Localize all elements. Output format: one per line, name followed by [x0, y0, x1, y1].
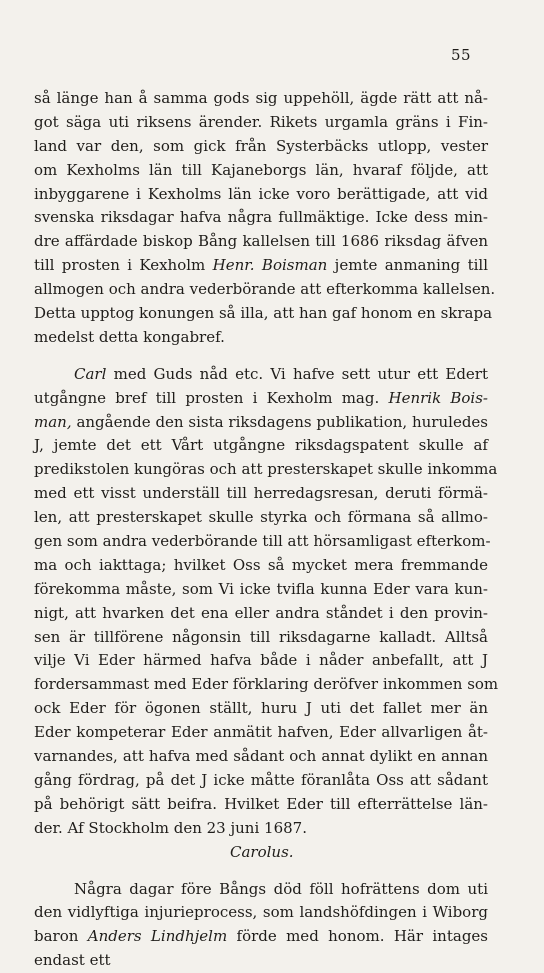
text-run: Detta upptog konungen så illa, att han gaf honom en skrapa	[34, 304, 493, 323]
text-run: ock Eder för ögonen ställt, huru J uti det fallet mer än	[34, 699, 488, 718]
text-run: nigt, att hvarken det ena eller andra ståndet i den provin-	[34, 603, 488, 622]
text-run: inbyggarene i Kexholms län icke voro berättigade, att vid	[34, 184, 488, 203]
italic-name: Carl	[74, 364, 107, 383]
text-line	[34, 554, 488, 578]
text-line	[34, 206, 488, 230]
text-run: fordersammast med Eder förklaring deröfver inkommen som	[34, 675, 499, 694]
text-line	[34, 745, 488, 769]
text-line	[34, 278, 496, 302]
text-run: J, jemte det ett Vårt utgångne riksdagspatent skulle af	[34, 436, 488, 455]
text-line	[34, 434, 488, 458]
text-line	[34, 363, 488, 387]
text-line	[34, 387, 488, 411]
text-run: Eder kompeterar Eder anmätit hafven, Eder allvarligen åt-	[34, 723, 488, 742]
text-run: vilje Vi Eder härmed hafva både i nåder anbefallt, att J	[34, 651, 488, 670]
text-run: ma och iakttaga; hvilket Oss så mycket mera fremmande	[34, 555, 488, 574]
page-number: 55	[451, 46, 472, 64]
text-line	[34, 602, 488, 626]
text-run: jemte anmaning till	[327, 256, 488, 275]
text-line	[34, 769, 488, 793]
text-line	[34, 302, 493, 326]
text-line	[34, 530, 491, 554]
text-run: len, att presterskapet skulle styrka och förmana så allmo-	[34, 508, 488, 527]
body-text	[34, 87, 499, 973]
text-line	[34, 111, 488, 135]
text-run: gen som andra vederbörande till att hörsamligast efterkom-	[34, 532, 491, 551]
italic-name: Anders Lindhjelm	[87, 927, 228, 946]
text-line	[34, 135, 488, 159]
italic-name: Henrik Bois-	[388, 388, 489, 407]
text-run: der. Af Stockholm den 23 juni 1687.	[34, 818, 307, 837]
text-run: land var den, som gick från Systerbäcks utlopp, vester	[34, 136, 488, 155]
text-run: om Kexholms län till Kajaneborgs län, hvaraf följde, att	[34, 160, 488, 179]
text-run: svenska riksdagar hafva några fullmäktige. Icke dess min-	[34, 208, 488, 227]
text-run: så länge han å samma gods sig uppehöll, ägde rätt att nå-	[34, 89, 488, 107]
paragraph-gap	[34, 865, 488, 878]
text-line	[34, 901, 488, 925]
text-line	[34, 697, 488, 721]
text-run: förde med honom. Här intages	[227, 927, 488, 946]
text-line	[34, 506, 488, 530]
text-run: endast ett	[34, 951, 111, 970]
text-run: den vidlyftiga injurieprocess, som landshöfdingen i Wiborg	[34, 903, 488, 922]
text-run: utgångne bref till prosten i Kexholm mag.	[34, 388, 389, 407]
text-line	[34, 793, 488, 817]
signature: Carolus.	[230, 842, 294, 861]
italic-name: man,	[34, 412, 72, 431]
text-line	[34, 949, 488, 973]
text-line	[34, 326, 488, 350]
text-run: sen är tillförene någonsin till riksdagarne kalladt. Alltså	[34, 627, 488, 646]
text-run: predikstolen kungöras och att presterskapet skulle inkomma	[34, 460, 498, 479]
text-run: dre affärdade biskop Bång kallelsen till 1686 riksdag äfven	[34, 232, 488, 251]
text-line	[34, 626, 488, 650]
text-run: angående den sista riksdagens publikation, huruledes	[71, 412, 488, 431]
text-line	[34, 925, 488, 949]
text-line	[34, 411, 488, 435]
text-run: gång fördrag, på det J icke måtte föranlåta Oss att sådant	[34, 770, 488, 789]
text-run: medelst detta kongabref.	[34, 327, 225, 346]
paragraph-gap	[34, 350, 488, 363]
text-line	[34, 482, 488, 506]
italic-name: Henr. Boisman	[212, 256, 328, 275]
text-line	[34, 458, 498, 482]
text-run: med ett visst underställ till herredagsresan, deruti förmä-	[34, 484, 488, 503]
text-line	[34, 183, 488, 207]
text-line	[34, 649, 488, 673]
text-line	[34, 878, 488, 902]
text-line	[34, 230, 488, 254]
text-line	[34, 254, 488, 278]
text-line	[34, 817, 488, 841]
text-line	[34, 673, 499, 697]
text-line	[34, 721, 488, 745]
text-run: Några dagar före Bångs död föll hofrättens dom uti	[74, 879, 488, 898]
text-run: på behörigt sätt beifra. Hvilket Eder till efterrättelse län-	[34, 794, 488, 813]
text-run: allmogen och andra vederbörande att efterkomma kallelsen.	[34, 280, 496, 299]
text-line	[34, 159, 488, 183]
text-run: förekomma måste, som Vi icke tvifla kunna Eder vara kun-	[34, 579, 488, 598]
text-run: baron	[34, 927, 88, 946]
text-run: got säga uti riksens ärender. Rikets urgamla gräns i Fin-	[34, 112, 488, 131]
text-line	[34, 87, 488, 111]
text-run: med Guds nåd etc. Vi hafve sett utur ett Edert	[106, 364, 488, 383]
text-run: varnandes, att hafva med sådant och annat dylikt en annan	[34, 747, 488, 766]
text-run: till prosten i Kexholm	[34, 256, 213, 275]
text-line	[34, 578, 488, 602]
